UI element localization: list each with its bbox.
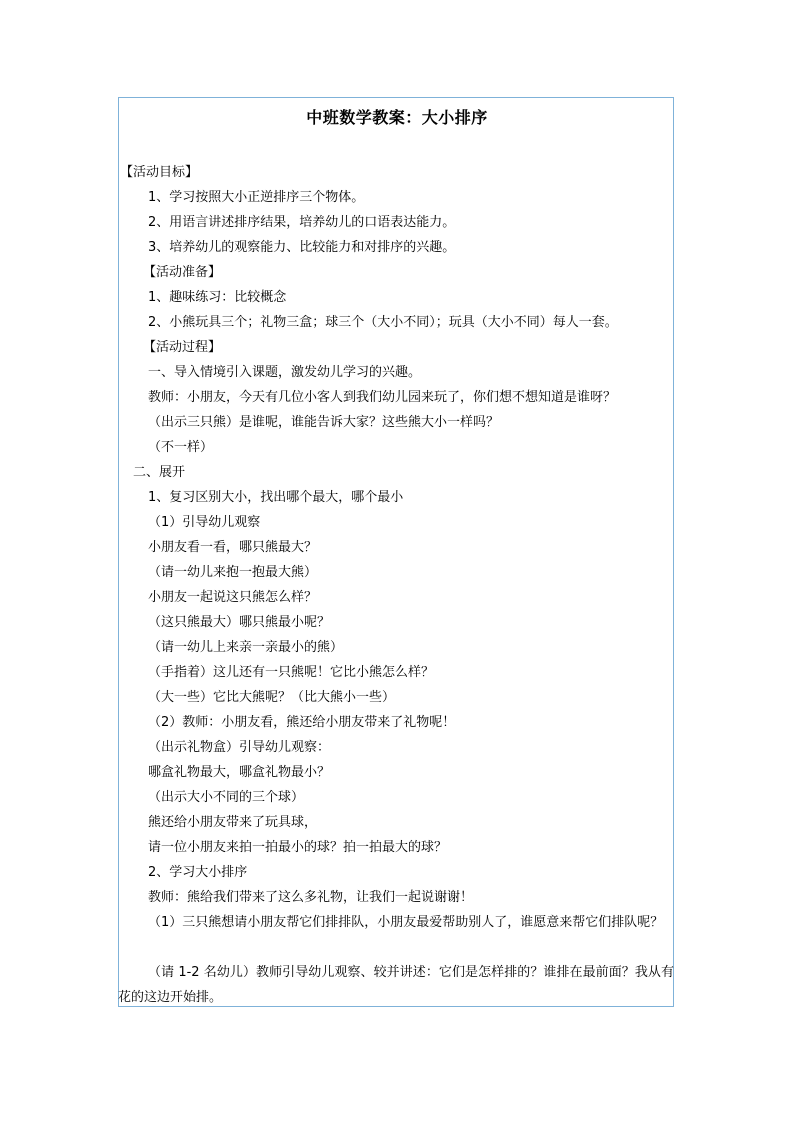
- text-line: （1）引导幼儿观察: [148, 515, 261, 530]
- text-line: （请一幼儿来抱一抱最大熊）: [148, 565, 318, 580]
- section-heading-goals: 【活动目标】: [120, 165, 199, 180]
- text-line: 1、趣味练习：比较概念: [148, 290, 287, 305]
- section-heading-expand: 二、展开: [133, 465, 186, 480]
- text-line: （这只熊最大）哪只熊最小呢？: [148, 615, 331, 630]
- text-line: 教师：小朋友，今天有几位小客人到我们幼儿园来玩了，你们想不想知道是谁呀？: [148, 390, 617, 405]
- text-line: 小朋友看一看，哪只熊最大？: [148, 540, 318, 555]
- text-line: 教师：熊给我们带来了这么多礼物，让我们一起说谢谢！: [148, 890, 474, 905]
- text-line: （请一幼儿上来亲一亲最小的熊）: [148, 640, 344, 655]
- text-line: 哪盒礼物最大，哪盒礼物最小？: [148, 765, 331, 780]
- section-heading-preparation: 【活动准备】: [143, 265, 222, 280]
- text-line: （手指着）这儿还有一只熊呢！它比小熊怎么样？: [148, 665, 435, 680]
- paragraph: （请 1-2 名幼儿）教师引导幼儿观察、较并讲述：它们是怎样排的？谁排在最前面？我从有花的这边开始排。: [118, 965, 674, 1005]
- paragraph: （1）三只熊想请小朋友帮它们排排队，小朋友最爱帮助别人了，谁愿意来帮它们排队呢？: [148, 915, 664, 930]
- text-line: 3、培养幼儿的观察能力、比较能力和对排序的兴趣。: [148, 240, 456, 255]
- document-title: 中班数学教案：大小排序: [306, 108, 488, 127]
- text-line: （大一些）它比大熊呢？（比大熊小一些）: [148, 690, 396, 705]
- text-line: 熊还给小朋友带来了玩具球，: [148, 815, 318, 830]
- text-line: 1、学习按照大小正逆排序三个物体。: [148, 190, 365, 205]
- text-line: 2、小熊玩具三个；礼物三盒；球三个（大小不同）；玩具（大小不同）每人一套。: [148, 315, 618, 330]
- text-line: 小朋友一起说这只熊怎么样？: [148, 590, 318, 605]
- text-line: 2、学习大小排序: [148, 865, 248, 880]
- text-line: 一、导入情境引入课题，激发幼儿学习的兴趣。: [148, 365, 422, 380]
- section-heading-process: 【活动过程】: [143, 340, 222, 355]
- text-line: 2、用语言讲述排序结果，培养幼儿的口语表达能力。: [148, 215, 456, 230]
- text-line: 请一位小朋友来拍一拍最小的球？拍一拍最大的球？: [148, 840, 448, 855]
- text-line: （出示大小不同的三个球）: [148, 790, 305, 805]
- text-line: （2）教师：小朋友看，熊还给小朋友带来了礼物呢！: [148, 715, 456, 730]
- text-line: （出示三只熊）是谁呢，谁能告诉大家？这些熊大小一样吗？: [148, 415, 500, 430]
- text-line: （不一样）: [148, 440, 214, 455]
- text-line: 1、复习区别大小，找出哪个最大，哪个最小: [148, 490, 404, 505]
- text-line: （出示礼物盒）引导幼儿观察：: [148, 740, 331, 755]
